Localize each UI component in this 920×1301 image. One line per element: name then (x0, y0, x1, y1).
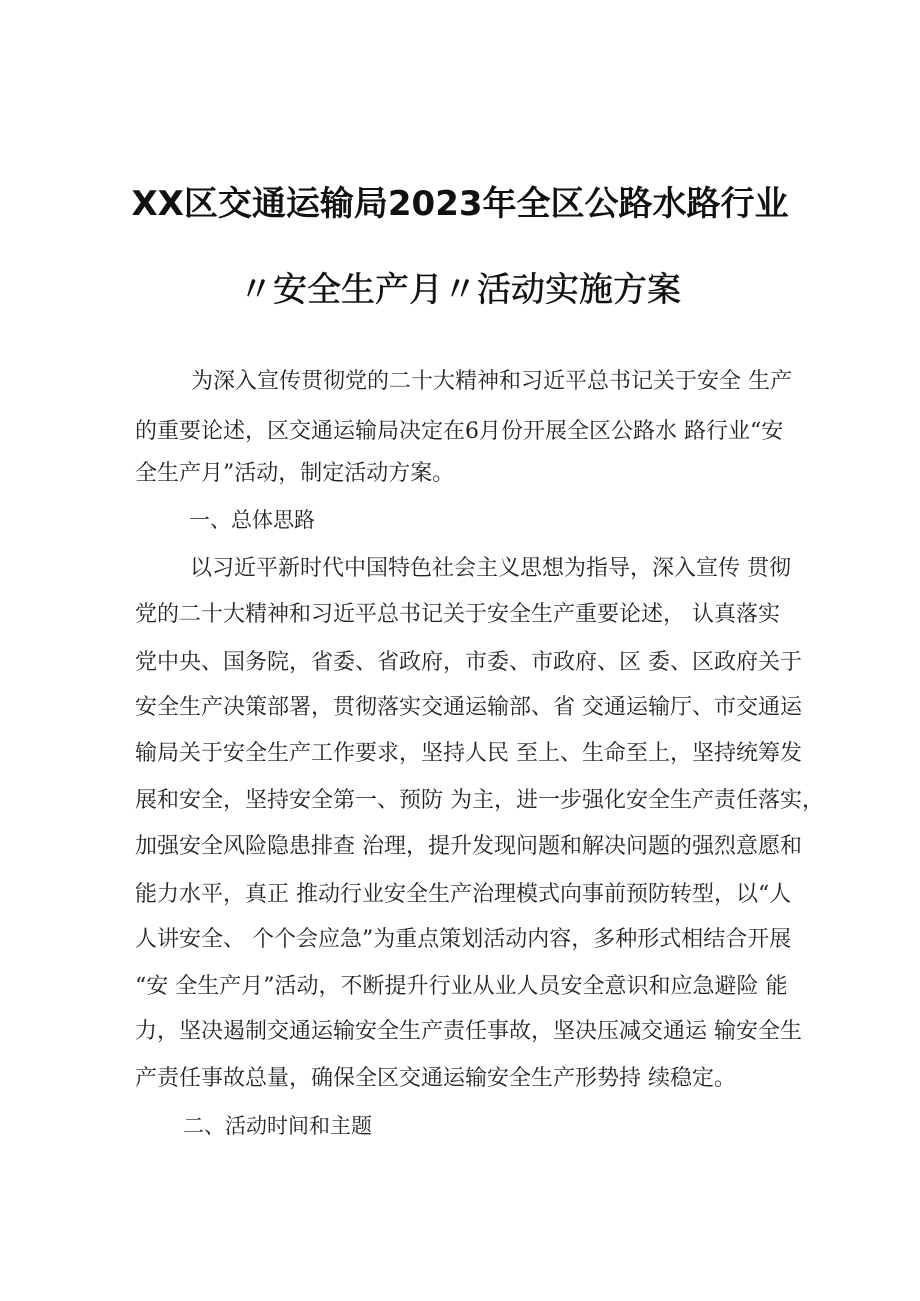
section1-line-6: 展和安全，坚持安全第一、预防 为主，进一步强化安全生产责任落实， (135, 788, 824, 813)
section1-line-5: 输局关于安全生产工作要求，坚持人民 至上、生命至上，坚持统筹发 (135, 741, 802, 766)
section1-line-11: 力，坚决遏制交通运输安全生产责任事故，坚决压减交通运 输安全生 (135, 1019, 802, 1044)
document-title-line-2: 〃安全生产月〃活动实施方案 (239, 270, 681, 310)
intro-paragraph-line-2: 的重要论述，区交通运输局决定在6月份开展全区公路水 路行业“安 (135, 419, 784, 444)
section-heading-1: 一、总体思路 (189, 508, 315, 532)
section-heading-2: 二、活动时间和主题 (183, 1114, 372, 1138)
section1-line-4: 安全生产决策部署，贯彻落实交通运输部、省 交通运输厅、市交通运 (135, 695, 802, 720)
section1-line-9: 人讲安全、 个个会应急”为重点策划活动内容，多种形式相结合开展 (135, 927, 792, 952)
intro-paragraph-line-1: 为深入宣传贯彻党的二十大精神和习近平总书记关于安全 生产 (191, 369, 792, 394)
section1-line-10: “安 全生产月”活动，不断提升行业从业人员安全意识和应急避险 能 (135, 974, 788, 999)
section1-line-7: 加强安全风险隐患排查 治理，提升发现问题和解决问题的强烈意愿和 (135, 834, 802, 859)
section1-line-1: 以习近平新时代中国特色社会主义思想为指导，深入宣传 贯彻 (190, 556, 791, 581)
intro-paragraph-line-3: 全生产月”活动，制定活动方案。 (135, 461, 455, 486)
section1-line-12: 产责任事故总量，确保全区交通运输安全生产形势持 续稳定。 (135, 1066, 736, 1091)
section1-line-3: 党中央、国务院，省委、省政府，市委、市政府、区 委、区政府关于 (135, 650, 802, 675)
section1-line-2: 党的二十大精神和习近平总书记关于安全生产重要论述， 认真落实 (135, 602, 780, 627)
section1-line-8: 能力水平，真正 推动行业安全生产治理模式向事前预防转型，以“人 (135, 882, 792, 907)
document-title-line-1: XX区交通运输局2023年全区公路水路行业 (131, 184, 789, 224)
